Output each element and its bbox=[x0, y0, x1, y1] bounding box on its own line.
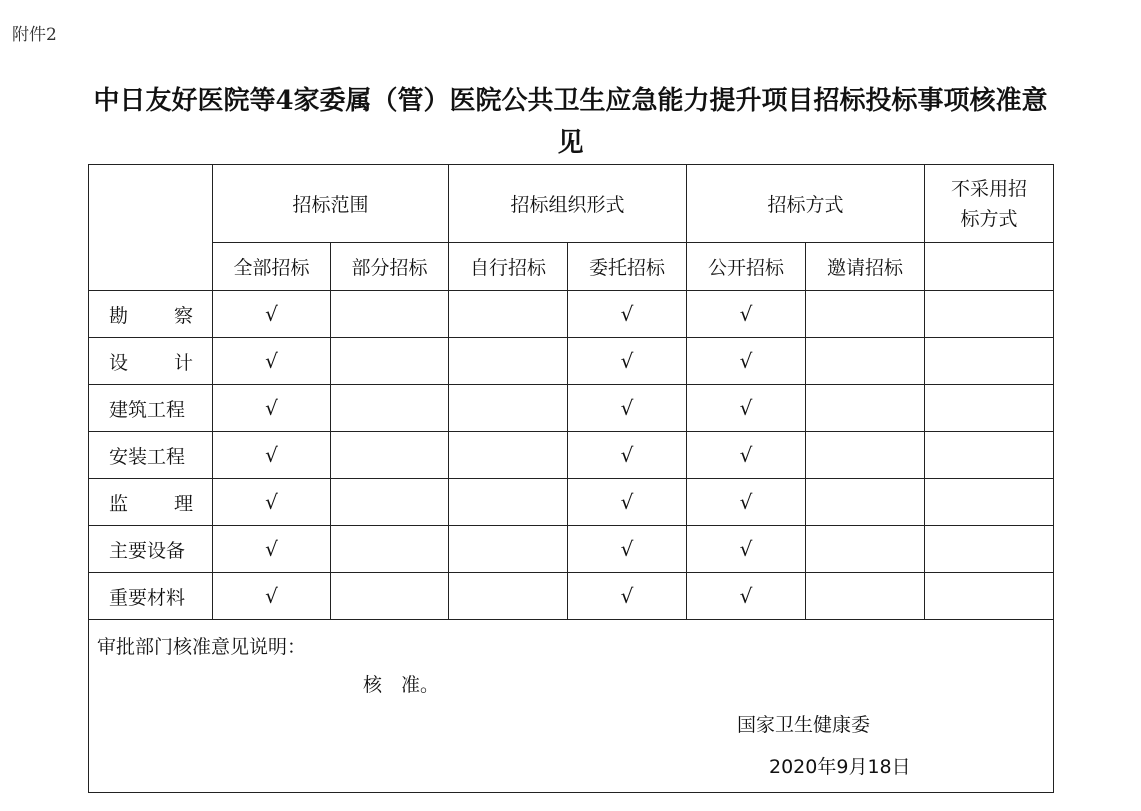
cell bbox=[806, 479, 925, 526]
cell bbox=[449, 432, 568, 479]
cell bbox=[449, 291, 568, 338]
title-line-1: 中日友好医院等4家委属（管）医院公共卫生应急能力提升项目招标投标事项核准意 bbox=[93, 86, 1048, 116]
table-row bbox=[89, 432, 1054, 479]
subheader-entrusted: 委托招标 bbox=[568, 243, 687, 291]
header-not-adopted-line-1: 不采用招 bbox=[951, 177, 1028, 200]
subheader-full-bidding: 全部招标 bbox=[213, 243, 331, 291]
row-label-design bbox=[89, 338, 213, 385]
cell: √ bbox=[568, 291, 687, 338]
cell bbox=[806, 526, 925, 573]
opinion-row bbox=[89, 620, 1054, 793]
table-row bbox=[89, 526, 1054, 573]
row-label-construction: 建筑工程 bbox=[89, 385, 213, 432]
table-row bbox=[89, 573, 1054, 620]
header-scope: 招标范围 bbox=[213, 165, 449, 243]
subheader-self-organized: 自行招标 bbox=[449, 243, 568, 291]
cell: √ bbox=[568, 526, 687, 573]
cell bbox=[331, 338, 449, 385]
cell bbox=[925, 291, 1054, 338]
row-label-materials: 重要材料 bbox=[89, 573, 213, 620]
opinion-label: 审批部门核准意见说明： bbox=[97, 636, 307, 658]
header-not-adopted bbox=[925, 165, 1054, 243]
cell bbox=[331, 526, 449, 573]
cell bbox=[331, 479, 449, 526]
cell: √ bbox=[687, 526, 806, 573]
cell: √ bbox=[687, 385, 806, 432]
row-label-char: 监 bbox=[109, 492, 129, 515]
cell: √ bbox=[568, 338, 687, 385]
row-label-char: 理 bbox=[173, 492, 193, 515]
cell bbox=[925, 573, 1054, 620]
table-row bbox=[89, 479, 1054, 526]
header-organization: 招标组织形式 bbox=[449, 165, 687, 243]
cell: √ bbox=[213, 573, 331, 620]
cell: √ bbox=[687, 573, 806, 620]
row-label-installation: 安装工程 bbox=[89, 432, 213, 479]
attachment-label: 附件2 bbox=[12, 25, 57, 45]
subheader-blank bbox=[925, 243, 1054, 291]
cell: √ bbox=[213, 526, 331, 573]
opinion-cell bbox=[89, 620, 1054, 793]
cell bbox=[449, 526, 568, 573]
row-label-char: 计 bbox=[173, 351, 193, 374]
cell: √ bbox=[213, 338, 331, 385]
cell bbox=[925, 385, 1054, 432]
cell: √ bbox=[687, 291, 806, 338]
row-label-char: 设 bbox=[109, 351, 129, 374]
cell: √ bbox=[568, 479, 687, 526]
cell bbox=[449, 573, 568, 620]
cell bbox=[449, 479, 568, 526]
cell: √ bbox=[213, 479, 331, 526]
cell bbox=[806, 291, 925, 338]
document-title bbox=[0, 80, 1141, 164]
cell: √ bbox=[687, 432, 806, 479]
cell bbox=[806, 385, 925, 432]
cell bbox=[806, 573, 925, 620]
cell: √ bbox=[568, 573, 687, 620]
row-label-char: 察 bbox=[173, 304, 193, 327]
cell bbox=[449, 338, 568, 385]
cell: √ bbox=[687, 338, 806, 385]
cell bbox=[331, 573, 449, 620]
cell bbox=[806, 338, 925, 385]
subheader-invited-bidding: 邀请招标 bbox=[806, 243, 925, 291]
header-method: 招标方式 bbox=[687, 165, 925, 243]
cell bbox=[331, 432, 449, 479]
cell bbox=[331, 291, 449, 338]
row-label-survey bbox=[89, 291, 213, 338]
table-row bbox=[89, 291, 1054, 338]
row-label-equipment: 主要设备 bbox=[89, 526, 213, 573]
cell bbox=[925, 432, 1054, 479]
cell: √ bbox=[687, 479, 806, 526]
cell bbox=[925, 526, 1054, 573]
cell: √ bbox=[568, 432, 687, 479]
row-label-supervision bbox=[89, 479, 213, 526]
header-not-adopted-line-2: 标方式 bbox=[960, 207, 1018, 230]
header-row-groups bbox=[89, 165, 1054, 243]
cell: √ bbox=[213, 432, 331, 479]
table-row bbox=[89, 385, 1054, 432]
cell: √ bbox=[213, 385, 331, 432]
title-line-2: 见 bbox=[557, 128, 584, 158]
cell: √ bbox=[213, 291, 331, 338]
cell bbox=[449, 385, 568, 432]
cell bbox=[331, 385, 449, 432]
cell: √ bbox=[568, 385, 687, 432]
row-label-char: 勘 bbox=[109, 304, 129, 327]
opinion-text: 核 准。 bbox=[363, 674, 440, 696]
bidding-approval-table bbox=[88, 164, 1054, 793]
opinion-date: 2020年9月18日 bbox=[769, 756, 911, 778]
cell bbox=[925, 479, 1054, 526]
subheader-open-bidding: 公开招标 bbox=[687, 243, 806, 291]
cell bbox=[806, 432, 925, 479]
table-row bbox=[89, 338, 1054, 385]
subheader-partial-bidding: 部分招标 bbox=[331, 243, 449, 291]
header-row-sub bbox=[89, 243, 1054, 291]
cell bbox=[925, 338, 1054, 385]
opinion-organization: 国家卫生健康委 bbox=[737, 714, 871, 736]
header-corner-cell bbox=[89, 165, 213, 291]
